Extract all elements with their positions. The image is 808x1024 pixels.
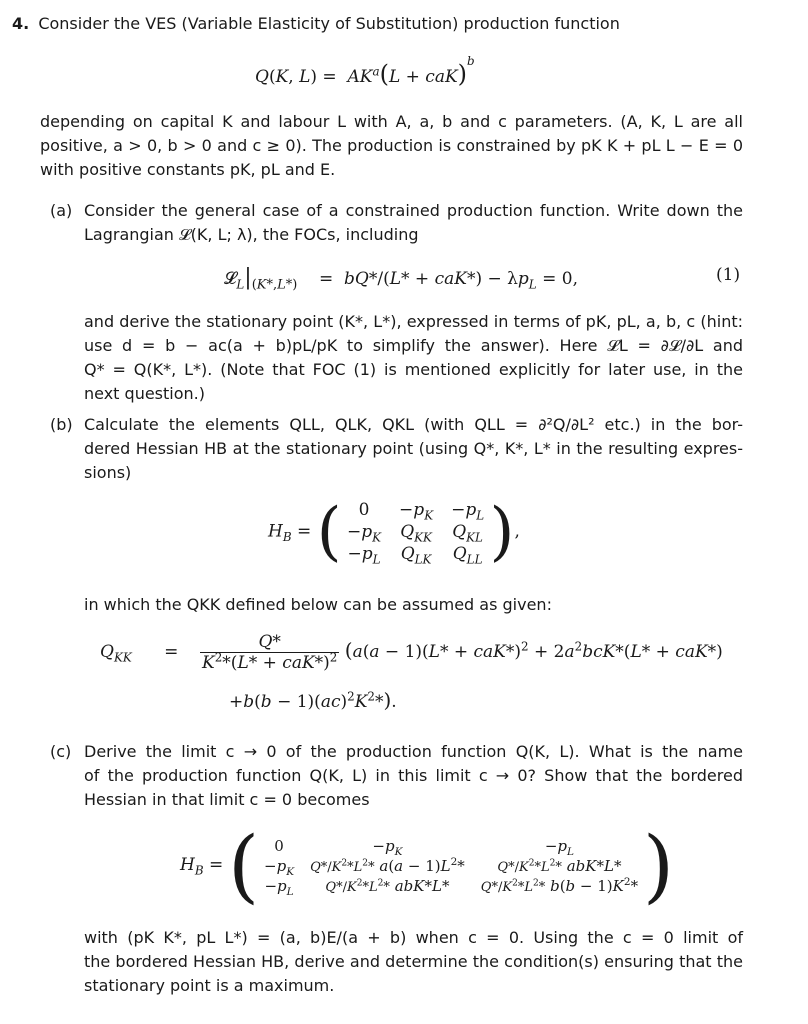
equation-foc-1: $𝓛_L|_{(K*,L*)}$ = $bQ*/(L* + caK*) - \lambda p_L = 0$, xyxy=(224,265,578,293)
problem-number: 4. xyxy=(12,14,30,33)
part-a-label: (a) xyxy=(50,201,73,220)
intro-line-2: positive, a > 0, b > 0 and c ≥ 0). The production is constrained by pK K + pL L − E = 0 xyxy=(40,136,743,155)
part-c-line-3: Hessian in that limit c = 0 becomes xyxy=(84,790,370,809)
intro-line-3: with positive constants pK, pL and E. xyxy=(40,160,336,179)
part-b-label: (b) xyxy=(50,415,73,434)
equation-production-function: Q(K, $L) = AK^a(L + caK)^b$ xyxy=(255,54,475,88)
problem-heading xyxy=(12,12,620,36)
part-a-line-3: and derive the stationary point (K*, L*), expressed in terms of pK, pL, a, b, c (hint: xyxy=(84,312,743,331)
equation-hessian-limit: $H_B$ = ( 0 $-p_K$ $-p_L$ $-p_K$ $Q*/K^2*L^2*$ $a(a - 1)L^2*$ $Q*/K^2*L^2*$ abK*L* $-p_L$ $Q*/K^2*L^2*$ abK*L* $Q*/K^2*L^2*$ $b(b - 1)K^2*$ ) xyxy=(180,819,675,912)
part-b-line-1: Calculate the elements QLL, QLK, QKL (with QLL = ∂²Q/∂L² etc.) in the bor- xyxy=(84,415,743,434)
problem-title: Consider the VES (Variable Elasticity of Substitution) production function xyxy=(38,14,620,33)
part-c-label: (c) xyxy=(50,742,72,761)
part-b-line-4: in which the QKK defined below can be assumed as given: xyxy=(84,595,552,614)
part-a-line-2: Lagrangian 𝓛(K, L; λ), the FOCs, including xyxy=(84,225,419,244)
part-a-line-6: next question.) xyxy=(84,384,205,403)
equation-qkk-continued: $+b(b - 1)(ac)^2K^2*$). xyxy=(229,688,397,712)
part-a-line-1: Consider the general case of a constrained production function. Write down the xyxy=(84,201,743,220)
part-c-line-2: of the production function Q(K, L) in this limit c → 0? Show that the bordered xyxy=(84,766,743,785)
part-b-line-2: dered Hessian HB at the stationary point (using Q*, K*, L* in the resulting expres- xyxy=(84,439,743,458)
part-c-line-4: with (pK K*, pL L*) = (a, b)E/(a + b) when c = 0. Using the c = 0 limit of xyxy=(84,928,743,947)
part-a-line-5: Q* = Q(K*, L*). (Note that FOC (1) is mentioned explicitly for later use, in the xyxy=(84,360,743,379)
equation-bordered-hessian: $H_B$ = ( 0 $-p_K$ $-p_L$ $-p_K$ $Q_{KK}$ $Q_{KL}$ $-p_L$ $Q_{LK}$ $Q_{LL}$ ), xyxy=(268,495,520,569)
equation-qkk: $Q_{KK}$ = $\frac{Q*}{K^2*(L* + caK*)^2}$ ($a(a - 1)(L* + caK*)^2 + 2a^2bcK*(L* + caK*)$ xyxy=(100,632,723,673)
part-c-line-1: Derive the limit c → 0 of the production function Q(K, L). What is the name xyxy=(84,742,743,761)
part-a-line-4: use d = b − ac(a + b)pL/pK to simplify the answer). Here 𝓛L = ∂𝓛/∂L and xyxy=(84,336,743,355)
part-c-line-5: the bordered Hessian HB, derive and determine the condition(s) ensuring that the xyxy=(84,952,743,971)
equation-number-1: (1) xyxy=(716,265,741,285)
intro-line-1: depending on capital K and labour L with A, a, b and c parameters. (A, K, L are all xyxy=(40,112,743,131)
part-c-line-6: stationary point is a maximum. xyxy=(84,976,335,995)
part-b-line-3: sions) xyxy=(84,463,132,482)
